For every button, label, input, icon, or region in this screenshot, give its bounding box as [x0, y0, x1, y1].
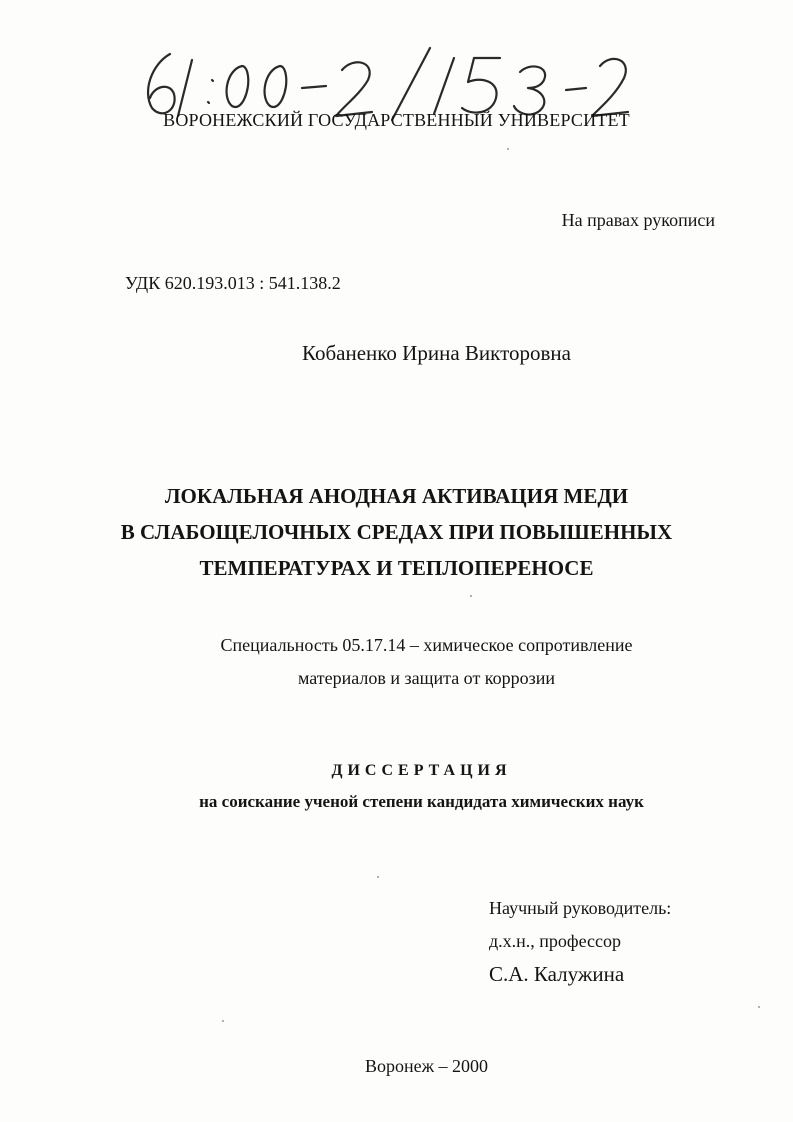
specialty-line: материалов и защита от коррозии	[297, 668, 556, 688]
dissertation-heading: ДИССЕРТАЦИЯ	[331, 762, 512, 779]
title-line: В СЛАБОЩЕЛОЧНЫХ СРЕДАХ ПРИ ПОВЫШЕННЫХ	[120, 520, 673, 544]
scan-speck	[377, 876, 379, 878]
specialty-block	[0, 629, 793, 695]
title-line: ТЕМПЕРАТУРАХ И ТЕПЛОПЕРЕНОСЕ	[199, 556, 594, 580]
dissertation-description: на соискание ученой степени кандидата химических наук	[199, 792, 644, 811]
rights-note: На правах рукописи	[561, 210, 715, 230]
scan-speck	[758, 1006, 760, 1008]
scan-speck	[470, 595, 472, 597]
specialty-line: Специальность 05.17.14 – химическое сопротивление	[220, 635, 633, 655]
udc-code: УДК 620.193.013 : 541.138.2	[125, 273, 341, 293]
title-line: ЛОКАЛЬНАЯ АНОДНАЯ АКТИВАЦИЯ МЕДИ	[164, 484, 629, 508]
author-name: Кобаненко Ирина Викторовна	[302, 341, 571, 365]
university-name: ВОРОНЕЖСКИЙ ГОСУДАРСТВЕННЫЙ УНИВЕРСИТЕТ	[163, 110, 630, 130]
scan-speck	[507, 148, 509, 150]
supervisor-block	[489, 892, 671, 991]
supervisor-label: Научный руководитель:	[489, 898, 672, 918]
scan-speck	[222, 1020, 224, 1022]
supervisor-name: С.А. Калужина	[489, 962, 625, 986]
dissertation-title	[0, 478, 793, 586]
city-year: Воронеж – 2000	[364, 1056, 489, 1076]
supervisor-degree: д.х.н., профессор	[489, 931, 622, 951]
